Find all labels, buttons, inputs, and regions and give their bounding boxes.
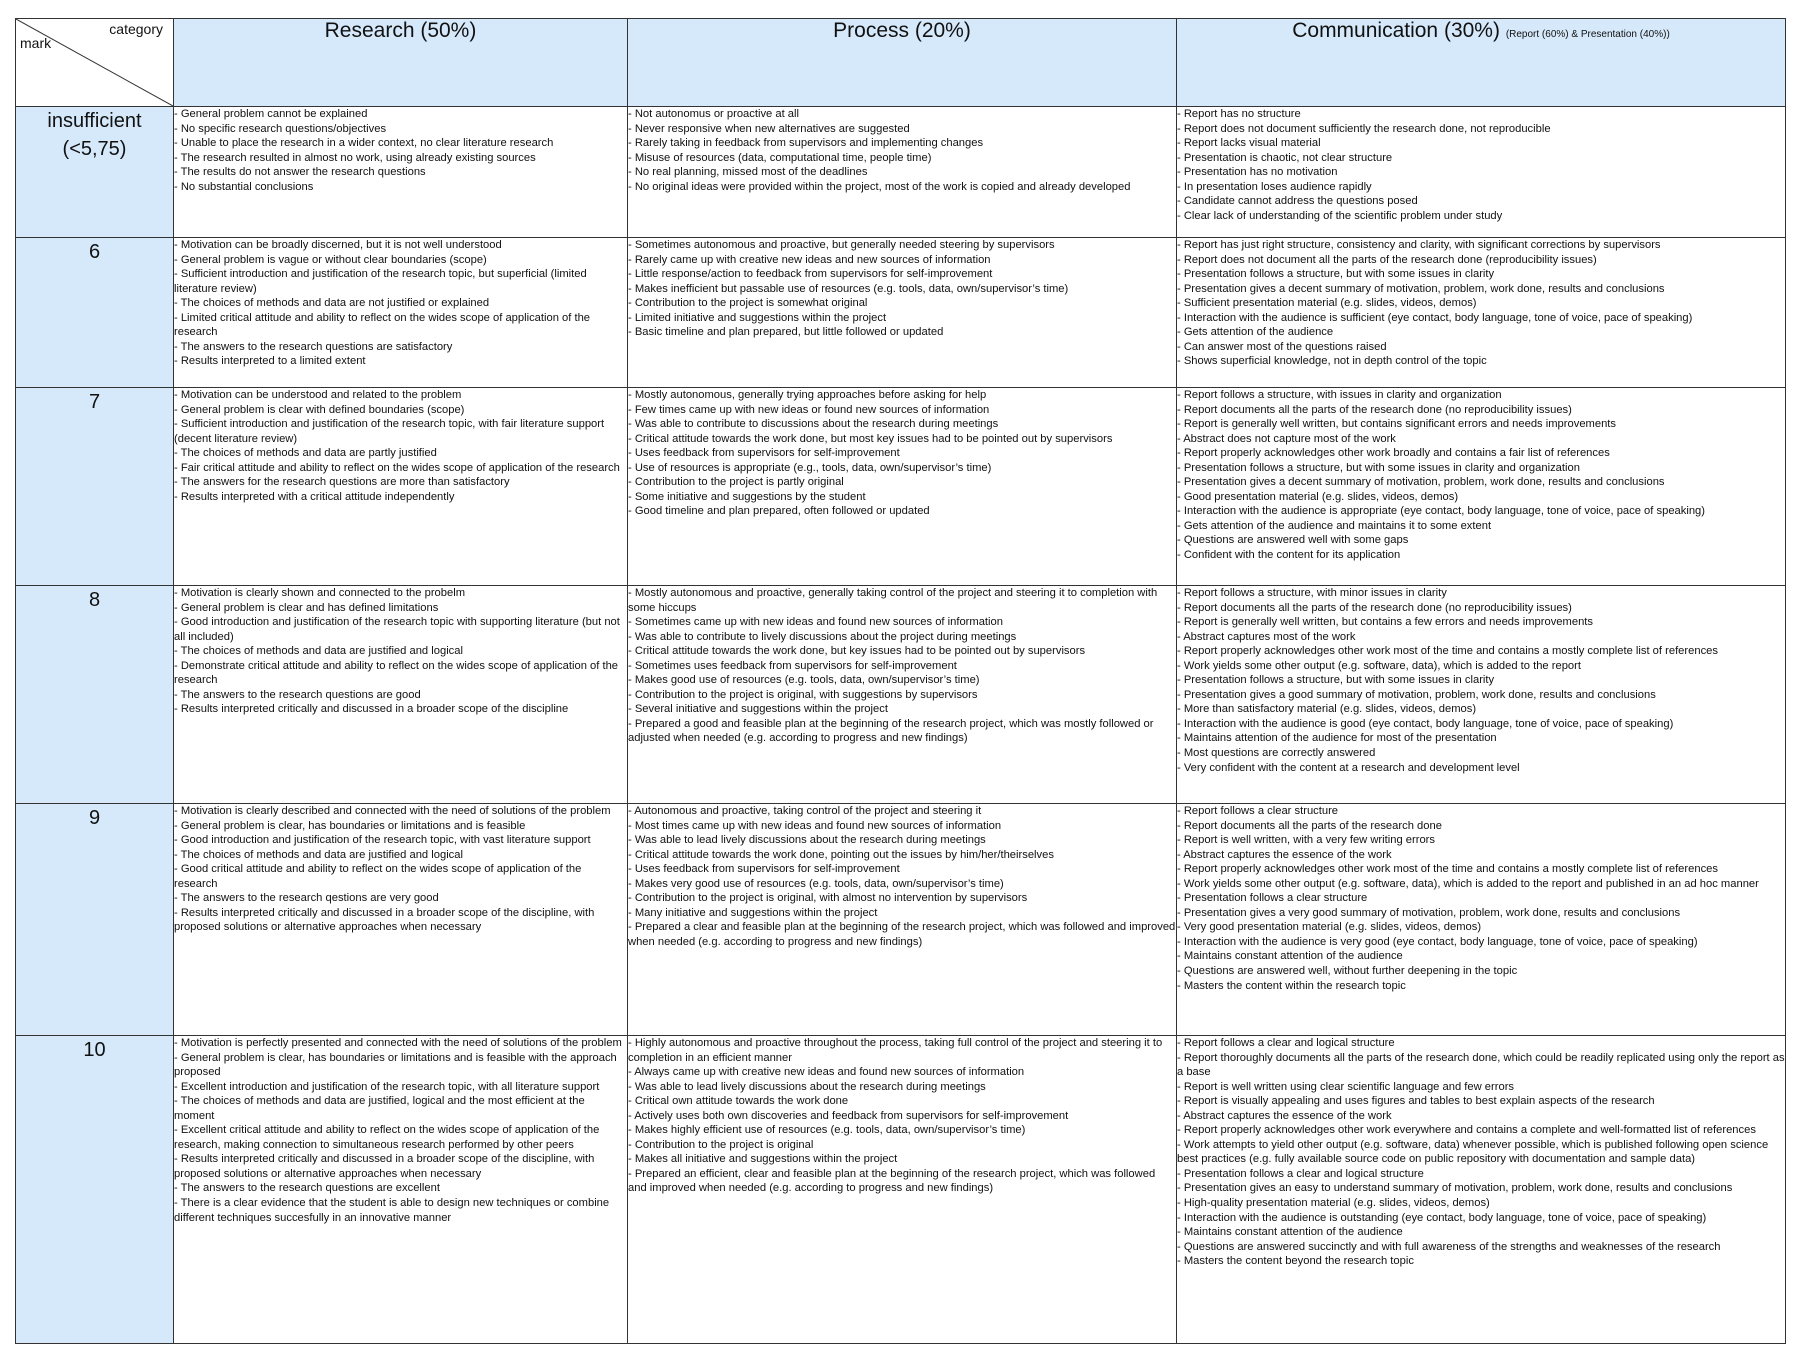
header-communication — [1177, 19, 1786, 107]
criterion-item: - Work yields some other output (e.g. software, data), which is added to the report — [1177, 659, 1581, 672]
criterion-item: - Report follows a structure, with issues in clarity and organization — [1177, 389, 1502, 401]
criterion-item: - Report follows a clear structure — [1177, 805, 1339, 817]
criterion-item: - Makes very good use of resources (e.g. tools, data, own/supervisor’s time) — [628, 877, 1004, 890]
process-criteria-cell — [628, 238, 1177, 388]
criterion-item: - More than satisfactory material (e.g. slides, videos, demos) — [1177, 703, 1477, 716]
criterion-item: - Few times came up with new ideas or found new sources of information — [628, 403, 990, 416]
criterion-item: - Autonomous and proactive, taking control of the project and steering it — [628, 805, 982, 817]
criterion-item: - Gets attention of the audience and maintains it to some extent — [1177, 519, 1492, 532]
criterion-item: - Interaction with the audience is appropriate (eye contact, body language, tone of voice, pace of speaking) — [1177, 505, 1706, 518]
communication-criteria-cell — [1177, 107, 1786, 238]
communication-criteria-cell — [1177, 388, 1786, 586]
communication-criteria-cell — [1177, 238, 1786, 388]
criterion-item: - The answers to the research questions are excellent — [174, 1182, 440, 1195]
criterion-item: - The answers for the research questions are more than satisfactory — [174, 476, 510, 489]
criterion-item: - No substantial conclusions — [174, 180, 314, 193]
corner-category-label: category — [109, 21, 163, 37]
mark-label: 10 — [83, 1039, 106, 1061]
criterion-item: - Presentation gives an easy to understand summary of motivation, problem, work done, results and conclusions — [1177, 1182, 1733, 1195]
research-criteria-cell — [174, 238, 628, 388]
rubric-row — [16, 586, 1786, 804]
criterion-item: - No original ideas were provided within the project, most of the work is copied and already developed — [628, 180, 1131, 193]
criterion-item: - Presentation follows a clear and logical structure — [1177, 1167, 1424, 1180]
criterion-item: - Report properly acknowledges other work most of the time and contains a mostly complete list of references — [1177, 645, 1718, 658]
header-row — [16, 19, 1786, 107]
criterion-item: - Presentation has no motivation — [1177, 166, 1338, 179]
criterion-item: - Most questions are correctly answered — [1177, 747, 1376, 760]
criterion-item: - Maintains attention of the audience for most of the presentation — [1177, 732, 1497, 745]
criterion-item: - Not autonomus or proactive at all — [628, 108, 800, 120]
criterion-item: - Makes highly efficient use of resources (e.g. tools, data, own/supervisor’s time) — [628, 1124, 1026, 1137]
criterion-item: - Highly autonomous and proactive throughout the process, taking full control of the project and steering it to completion in an efficient manner — [628, 1037, 1163, 1064]
criterion-item: - Report lacks visual material — [1177, 137, 1321, 150]
criterion-item: - Makes good use of resources (e.g. tools, data, own/supervisor’s time) — [628, 674, 980, 687]
rubric-row — [16, 804, 1786, 1036]
criterion-item: - Confident with the content for its application — [1177, 549, 1401, 562]
mark-label: 7 — [88, 391, 101, 413]
criterion-item: - Contribution to the project is somewhat original — [628, 297, 868, 310]
criterion-item: - Several initiative and suggestions within the project — [628, 703, 888, 716]
criterion-item: - Motivation is clearly described and connected with the need of solutions of the problem — [174, 805, 611, 817]
criterion-item: - The choices of methods and data are justified and logical — [174, 645, 463, 658]
criterion-item: - Many initiative and suggestions within the project — [628, 906, 878, 919]
process-criteria-cell — [628, 388, 1177, 586]
criterion-item: - Sometimes autonomous and proactive, but generally needed steering by supervisors — [628, 239, 1055, 251]
criterion-item: - Rarely taking in feedback from supervisors and implementing changes — [628, 137, 984, 150]
mark-label: 6 — [88, 241, 101, 263]
mark-cell — [16, 107, 174, 238]
criterion-item: - Mostly autonomous, generally trying approaches before asking for help — [628, 389, 987, 401]
criterion-item: - Presentation follows a clear structure — [1177, 892, 1368, 905]
criterion-item: - Presentation follows a structure, but with some issues in clarity and organization — [1177, 461, 1580, 474]
criterion-item: - Maintains constant attention of the audience — [1177, 950, 1403, 963]
criterion-item: - Motivation can be understood and related to the problem — [174, 389, 462, 401]
criterion-item: - Limited critical attitude and ability to reflect on the wides scope of application of the research — [174, 311, 591, 339]
research-criteria-cell — [174, 107, 628, 238]
criterion-item: - Shows superficial knowledge, not in depth control of the topic — [1177, 355, 1487, 368]
header-communication-label: Communication (30%) — [1292, 19, 1500, 42]
criterion-item: - General problem is clear, has boundaries or limitations and is feasible — [174, 819, 526, 832]
criterion-item: - The results do not answer the research questions — [174, 166, 426, 179]
criterion-item: - Questions are answered well, without further deepening in the topic — [1177, 965, 1518, 978]
criterion-item: - Report follows a clear and logical structure — [1177, 1037, 1395, 1049]
criterion-item: - Report documents all the parts of the research done (no reproducibility issues) — [1177, 403, 1572, 416]
criterion-item: - Motivation can be broadly discerned, but it is not well understood — [174, 239, 502, 251]
criterion-item: - Sufficient introduction and justification of the research topic, but superficial (limited literature review) — [174, 268, 587, 295]
criterion-item: - Contribution to the project is original, with almost no intervention by supervisors — [628, 892, 1028, 905]
criterion-item: - General problem is clear and has defined limitations — [174, 601, 439, 614]
grading-rubric-table — [15, 18, 1786, 1344]
criterion-item: - Report properly acknowledges other work everywhere and contains a complete and well-formatted list of references — [1177, 1124, 1756, 1137]
criterion-item: - Mostly autonomous and proactive, generally taking control of the project and steering it to completion with some hiccups — [628, 587, 1158, 614]
mark-cell — [16, 586, 174, 804]
criterion-item: - Actively uses both own discoveries and feedback from supervisors for self-improvement — [628, 1109, 1069, 1122]
criterion-item: - Prepared a clear and feasible plan at the beginning of the research project, which was followed and improved when needed (e.g. according to progress and new findings) — [628, 921, 1176, 948]
criterion-item: - Critical own attitude towards the work done — [628, 1095, 849, 1108]
criterion-item: - General problem cannot be explained — [174, 108, 368, 120]
criterion-item: - Presentation gives a very good summary of motivation, problem, work done, results and conclusions — [1177, 906, 1681, 919]
criterion-item: - Unable to place the research in a wider context, no clear literature research — [174, 137, 554, 150]
criterion-item: - The choices of methods and data are partly justified — [174, 447, 437, 460]
criterion-item: - Masters the content within the research topic — [1177, 979, 1406, 992]
process-criteria-cell — [628, 107, 1177, 238]
criterion-item: - Interaction with the audience is good (eye contact, body language, tone of voice, pace of speaking) — [1177, 717, 1674, 730]
criterion-item: - The research resulted in almost no work, using already existing sources — [174, 151, 536, 164]
criterion-item: - General problem is clear, has boundaries or limitations and is feasible with the approach proposed — [174, 1051, 617, 1079]
rubric-row — [16, 238, 1786, 388]
criterion-item: - The choices of methods and data are not justified or explained — [174, 297, 490, 310]
criterion-item: - Abstract captures the essence of the work — [1177, 1109, 1392, 1122]
criterion-item: - Sufficient presentation material (e.g. slides, videos, demos) — [1177, 297, 1477, 310]
rubric-row — [16, 107, 1786, 238]
criterion-item: - No real planning, missed most of the deadlines — [628, 166, 868, 179]
criterion-item: - Questions are answered well with some gaps — [1177, 534, 1409, 547]
criterion-item: - Excellent critical attitude and ability to reflect on the wides scope of application of the research, making connection to simultaneous research performed by other peers — [174, 1124, 600, 1151]
criterion-item: - Limited initiative and suggestions within the project — [628, 311, 887, 324]
criterion-item: - General problem is clear with defined boundaries (scope) — [174, 403, 465, 416]
criterion-item: - Report is visually appealing and uses figures and tables to best explain aspects of the research — [1177, 1095, 1655, 1108]
criterion-item: - Report has just right structure, consistency and clarity, with significant corrections by supervisors — [1177, 239, 1661, 251]
criterion-item: - Critical attitude towards the work done, pointing out the issues by him/her/theirselves — [628, 848, 1054, 861]
corner-mark-label: mark — [20, 35, 52, 51]
rubric-row — [16, 1036, 1786, 1344]
criterion-item: - Masters the content beyond the research topic — [1177, 1255, 1414, 1268]
criterion-item: - Uses feedback from supervisors for self-improvement — [628, 863, 900, 876]
criterion-item: - Prepared a good and feasible plan at the beginning of the research project, which was mostly followed or adjusted when needed (e.g. according to progress and new findings) — [628, 717, 1154, 745]
criterion-item: - Interaction with the audience is outstanding (eye contact, body language, tone of voice, pace of speaking) — [1177, 1211, 1707, 1224]
criterion-item: - Was able to lead lively discussions about the research during meetings — [628, 834, 986, 847]
criterion-item: - Contribution to the project is original — [628, 1138, 814, 1151]
criterion-item: - Was able to contribute to discussions about the research during meetings — [628, 418, 999, 431]
research-criteria-cell — [174, 388, 628, 586]
criterion-item: - High-quality presentation material (e.g. slides, videos, demos) — [1177, 1197, 1490, 1210]
criterion-item: - Candidate cannot address the questions posed — [1177, 195, 1418, 208]
criterion-item: - Critical attitude towards the work done, but most key issues had to be pointed out by supervisors — [628, 432, 1113, 445]
criterion-item: - Abstract does not capture most of the work — [1177, 432, 1396, 445]
criterion-item: - Very good presentation material (e.g. slides, videos, demos) — [1177, 921, 1482, 934]
process-criteria-cell — [628, 586, 1177, 804]
criterion-item: - Sometimes came up with new ideas and found new sources of information — [628, 616, 1003, 629]
criterion-item: - The choices of methods and data are justified, logical and the most efficient at the moment — [174, 1095, 585, 1122]
header-research-label: Research (50%) — [324, 19, 477, 42]
criterion-item: - Uses feedback from supervisors for self-improvement — [628, 447, 900, 460]
criterion-item: - Clear lack of understanding of the scientific problem under study — [1177, 209, 1503, 222]
criterion-item: - Was able to contribute to lively discussions about the project during meetings — [628, 630, 1017, 643]
criterion-item: - Results interpreted critically and discussed in a broader scope of the discipline, with proposed solutions or alternative approaches when necessary — [174, 1153, 595, 1180]
criterion-item: - Use of resources is appropriate (e.g., tools, data, own/supervisor’s time) — [628, 461, 992, 474]
criterion-item: - Report thoroughly documents all the parts of the research done, which could be readily replicated using only the report as a base — [1177, 1051, 1785, 1079]
mark-cell — [16, 238, 174, 388]
research-criteria-cell — [174, 586, 628, 804]
mark-cell — [16, 1036, 174, 1344]
criterion-item: - Presentation gives a good summary of motivation, problem, work done, results and conclusions — [1177, 688, 1656, 701]
criterion-item: - Rarely came up with creative new ideas and new sources of information — [628, 253, 991, 266]
mark-range: (<5,75) — [62, 138, 127, 160]
criterion-item: - Can answer most of the questions raised — [1177, 340, 1387, 353]
criterion-item: - Report documents all the parts of the research done (no reproducibility issues) — [1177, 601, 1572, 614]
criterion-item: - Presentation follows a structure, but with some issues in clarity — [1177, 674, 1495, 687]
mark-label: insufficient — [47, 110, 142, 132]
criterion-item: - Report is generally well written, but contains significant errors and needs improvements — [1177, 418, 1617, 431]
criterion-item: - Abstract captures most of the work — [1177, 630, 1356, 643]
criterion-item: - Results interpreted critically and discussed in a broader scope of the discipline, with proposed solutions or alternative approaches when necessary — [174, 906, 595, 934]
criterion-item: - Results interpreted with a critical attitude independently — [174, 490, 455, 503]
criterion-item: - Good introduction and justification of the research topic, with vast literature support — [174, 834, 591, 847]
header-process — [628, 19, 1177, 107]
criterion-item: - Presentation gives a decent summary of motivation, problem, work done, results and conclusions — [1177, 282, 1665, 295]
criterion-item: - Contribution to the project is partly original — [628, 476, 844, 489]
criterion-item: - Report properly acknowledges other work broadly and contains a fair list of references — [1177, 447, 1610, 460]
criterion-item: - Maintains constant attention of the audience — [1177, 1226, 1403, 1239]
header-communication-sub: (Report (60%) & Presentation (40%)) — [1505, 29, 1670, 40]
criterion-item: - Work yields some other output (e.g. software, data), which is added to the report and published in an ad hoc manner — [1177, 877, 1759, 890]
criterion-item: - Good presentation material (e.g. slides, videos, demos) — [1177, 490, 1459, 503]
criterion-item: - Some initiative and suggestions by the student — [628, 490, 866, 503]
process-criteria-cell — [628, 1036, 1177, 1344]
communication-criteria-cell — [1177, 1036, 1786, 1344]
mark-cell — [16, 804, 174, 1036]
criterion-item: - Report follows a structure, with minor issues in clarity — [1177, 587, 1447, 599]
criterion-item: - Interaction with the audience is very good (eye contact, body language, tone of voice, pace of speaking) — [1177, 935, 1698, 948]
criterion-item: - Good introduction and justification of the research topic with supporting literature (but not all included) — [174, 616, 620, 643]
communication-criteria-cell — [1177, 804, 1786, 1036]
research-criteria-cell — [174, 804, 628, 1036]
criterion-item: - Basic timeline and plan prepared, but little followed or updated — [628, 326, 944, 339]
criterion-item: - Presentation follows a structure, but with some issues in clarity — [1177, 268, 1495, 281]
criterion-item: - Presentation is chaotic, not clear structure — [1177, 151, 1393, 164]
criterion-item: - Abstract captures the essence of the work — [1177, 848, 1392, 861]
criterion-item: - Critical attitude towards the work done, but key issues had to be pointed out by supervisors — [628, 645, 1086, 658]
criterion-item: - Fair critical attitude and ability to reflect on the wides scope of application of the research — [174, 461, 620, 474]
criterion-item: - Always came up with creative new ideas and found new sources of information — [628, 1066, 1025, 1079]
criterion-item: - Little response/action to feedback from supervisors for self-improvement — [628, 268, 993, 281]
criterion-item: - Very confident with the content at a research and development level — [1177, 761, 1520, 774]
criterion-item: - Misuse of resources (data, computational time, people time) — [628, 151, 932, 164]
criterion-item: - The answers to the research qestions are very good — [174, 892, 439, 905]
criterion-item: - In presentation loses audience rapidly — [1177, 180, 1372, 193]
criterion-item: - Report does not document sufficiently the research done, not reproducible — [1177, 122, 1551, 135]
criterion-item: - Contribution to the project is original, with suggestions by supervisors — [628, 688, 978, 701]
mark-label: 8 — [88, 589, 101, 611]
criterion-item: - No specific research questions/objectives — [174, 122, 387, 135]
criterion-item: - Results interpreted to a limited extent — [174, 355, 366, 368]
criterion-item: - Report is generally well written, but contains a few errors and needs improvements — [1177, 616, 1593, 629]
criterion-item: - Gets attention of the audience — [1177, 326, 1334, 339]
criterion-item: - Sufficient introduction and justification of the research topic, with fair literature support (decent literature review) — [174, 418, 605, 445]
criterion-item: - Results interpreted critically and discussed in a broader scope of the discipline — [174, 703, 569, 716]
criterion-item: - Demonstrate critical attitude and ability to reflect on the wides scope of application of the research — [174, 659, 619, 687]
criterion-item: - Good timeline and plan prepared, often followed or updated — [628, 505, 930, 518]
criterion-item: - Good critical attitude and ability to reflect on the wides scope of application of the research — [174, 863, 582, 890]
header-process-label: Process (20%) — [833, 19, 971, 42]
rubric-body — [16, 107, 1786, 1344]
criterion-item: - Report documents all the parts of the research done — [1177, 819, 1442, 832]
criterion-item: - Was able to lead lively discussions about the research during meetings — [628, 1080, 986, 1093]
criterion-item: - Motivation is perfectly presented and connected with the need of solutions of the problem — [174, 1037, 622, 1049]
criterion-item: - Report is well written, with a very few writing errors — [1177, 834, 1436, 847]
mark-label: 9 — [88, 807, 101, 829]
communication-criteria-cell — [1177, 586, 1786, 804]
criterion-item: - Report is well written using clear scientific language and few errors — [1177, 1080, 1515, 1093]
criterion-item: - Report has no structure — [1177, 108, 1301, 120]
research-criteria-cell — [174, 1036, 628, 1344]
criterion-item: - Makes all initiative and suggestions within the project — [628, 1153, 898, 1166]
criterion-item: - Interaction with the audience is sufficient (eye contact, body language, tone of voice, pace of speaking) — [1177, 311, 1693, 324]
criterion-item: - Most times came up with new ideas and found new sources of information — [628, 819, 1002, 832]
criterion-item: - Work attempts to yield other output (e.g. software, data) whenever possible, which is published following open science best practices (e.g. fully available source code on public repository with documentation and sample data) — [1177, 1138, 1769, 1166]
criterion-item: - Never responsive when new alternatives are suggested — [628, 122, 910, 135]
criterion-item: - Motivation is clearly shown and connected to the probelm — [174, 587, 466, 599]
corner-cell — [16, 19, 174, 107]
criterion-item: - General problem is vague or without clear boundaries (scope) — [174, 253, 487, 266]
criterion-item: - Report properly acknowledges other work most of the time and contains a mostly complete list of references — [1177, 863, 1718, 876]
criterion-item: - Presentation gives a decent summary of motivation, problem, work done, results and conclusions — [1177, 476, 1665, 489]
header-research — [174, 19, 628, 107]
criterion-item: - Prepared an efficient, clear and feasible plan at the beginning of the research project, which was followed and improved when needed (e.g. according to progress and new findings) — [628, 1167, 1156, 1195]
mark-cell — [16, 388, 174, 586]
criterion-item: - Report does not document all the parts of the research done (reproducibility issues) — [1177, 253, 1597, 266]
criterion-item: - Sometimes uses feedback from supervisors for self-improvement — [628, 659, 957, 672]
criterion-item: - Questions are answered succinctly and with full awareness of the strengths and weaknesses of the research — [1177, 1240, 1721, 1253]
criterion-item: - The choices of methods and data are justified and logical — [174, 848, 463, 861]
criterion-item: - Makes inefficient but passable use of resources (e.g. tools, data, own/supervisor’s time) — [628, 282, 1069, 295]
rubric-row — [16, 388, 1786, 586]
criterion-item: - The answers to the research questions are satisfactory — [174, 340, 453, 353]
criterion-item: - There is a clear evidence that the student is able to design new techniques or combine different techniques succesfully in an innovative manner — [174, 1197, 610, 1224]
criterion-item: - Excellent introduction and justification of the research topic, with all literature support — [174, 1080, 600, 1093]
criterion-item: - The answers to the research questions are good — [174, 688, 421, 701]
process-criteria-cell — [628, 804, 1177, 1036]
